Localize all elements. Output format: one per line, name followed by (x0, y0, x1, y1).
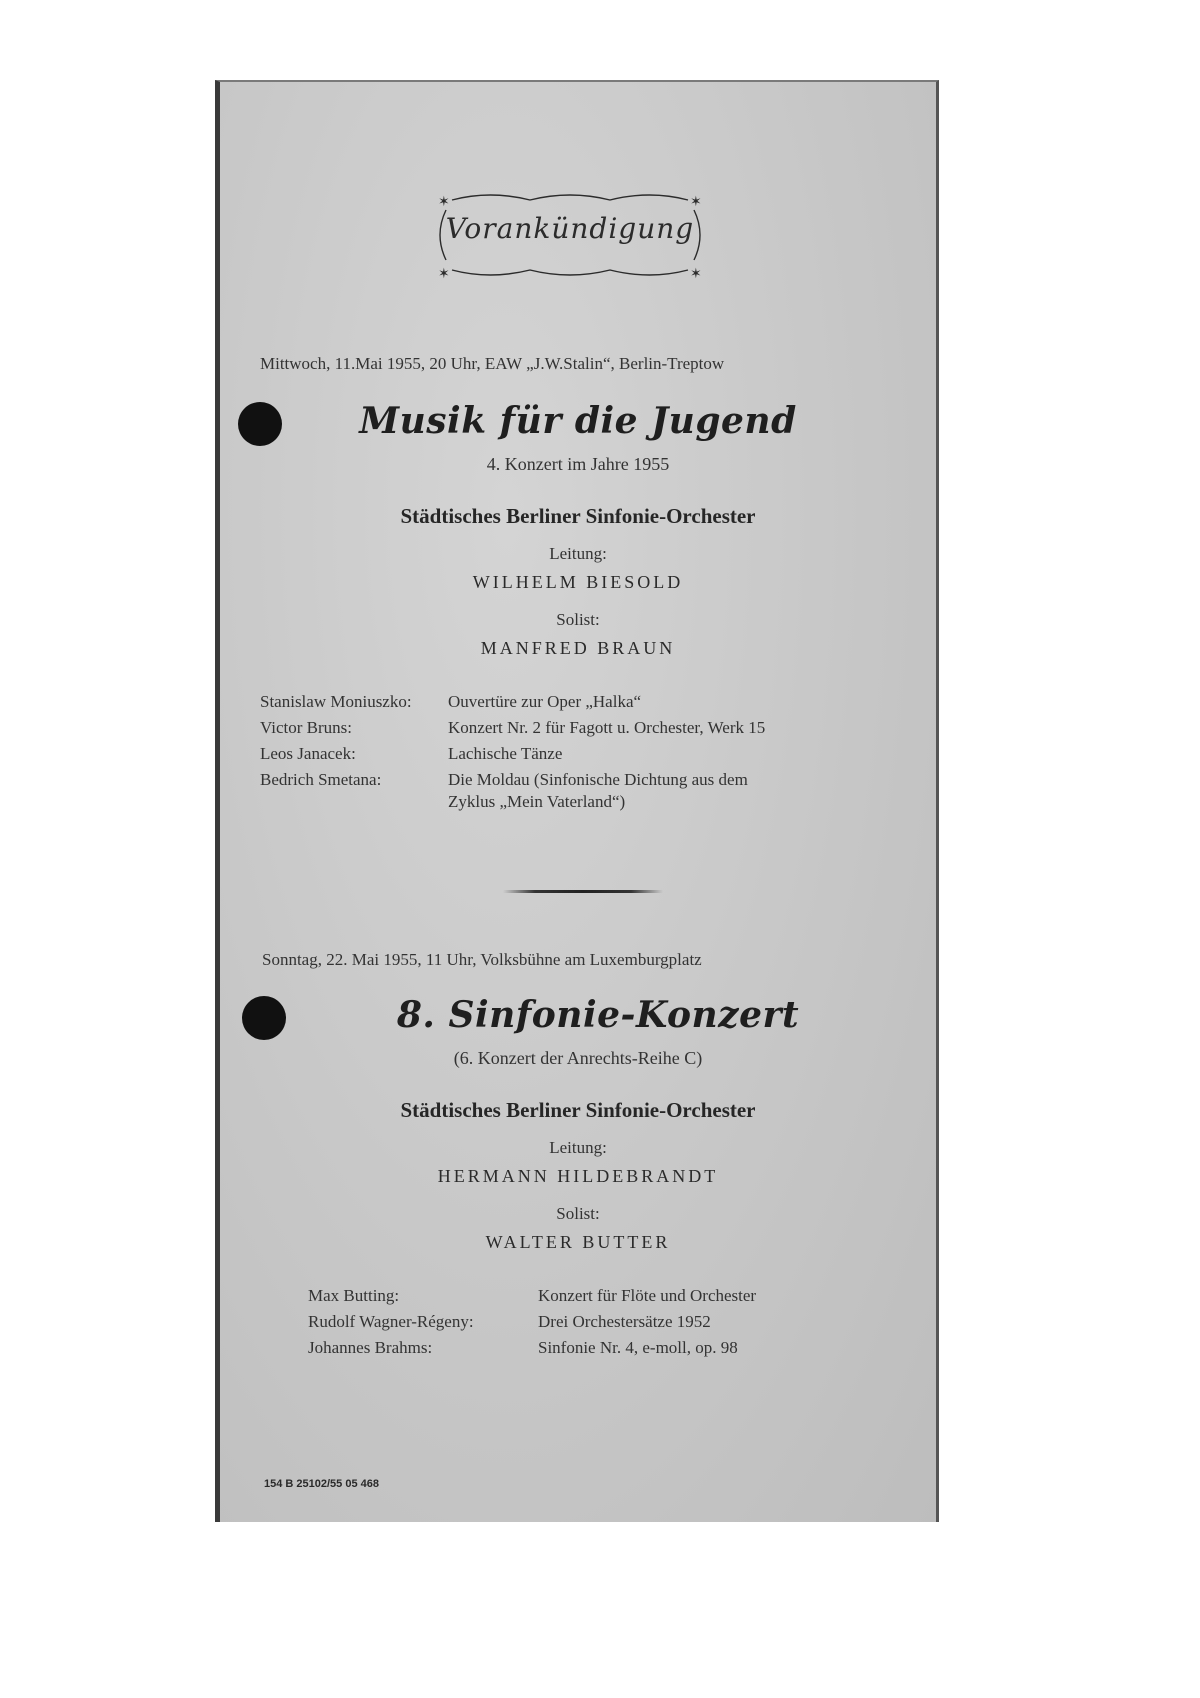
concert1-orchestra: Städtisches Berliner Sinfonie-Orchester (400, 504, 756, 528)
concert2-info: Sonntag, 22. Mai 1955, 11 Uhr, Volksbühne am Luxemburgplatz (262, 950, 702, 969)
svg-text:✶: ✶ (690, 194, 702, 210)
concert1-program (260, 692, 920, 814)
program-row (260, 744, 920, 770)
work: Drei Orchestersätze 1952 (538, 1312, 711, 1331)
concert2-program (308, 1286, 908, 1364)
section-divider (503, 890, 663, 893)
composer: Max Butting: (308, 1286, 400, 1305)
work: Sinfonie Nr. 4, e-moll, op. 98 (538, 1338, 738, 1357)
concert2-conductor-label: Leitung: (549, 1138, 607, 1157)
concert1-conductor: WILHELM BIESOLD (472, 572, 684, 592)
concert2-soloist: WALTER BUTTER (485, 1232, 671, 1252)
composer: Victor Bruns: (260, 718, 352, 737)
concert2-subtitle: (6. Konzert der Anrechts-Reihe C) (453, 1048, 703, 1068)
composer: Stanislaw Moniuszko: (260, 692, 412, 711)
svg-text:✶: ✶ (438, 266, 450, 280)
concert1-soloist: MANFRED BRAUN (480, 638, 676, 658)
concert2-soloist-label: Solist: (556, 1204, 600, 1223)
svg-text:✶: ✶ (438, 194, 450, 210)
announcement-frame (430, 190, 710, 280)
program-row-continuation (260, 792, 920, 814)
program-sheet (215, 80, 939, 1522)
work: Lachische Tänze (448, 744, 563, 763)
concert2-orchestra: Städtisches Berliner Sinfonie-Orchester (400, 1098, 756, 1122)
composer: Rudolf Wagner-Régeny: (308, 1312, 474, 1331)
work: Ouvertüre zur Oper „Halka“ (448, 692, 642, 711)
concert1-info: Mittwoch, 11.Mai 1955, 20 Uhr, EAW „J.W.Stalin“, Berlin-Treptow (260, 354, 725, 373)
program-row (308, 1286, 908, 1312)
concert2-title: 8. Sinfonie-Konzert (396, 994, 800, 1036)
work: Konzert Nr. 2 für Fagott u. Orchester, Werk 15 (448, 718, 766, 737)
work-continuation: Zyklus „Mein Vaterland“) (448, 792, 626, 811)
program-row (308, 1312, 908, 1338)
announcement-title: Vorankündigung (445, 212, 695, 245)
punch-hole (238, 402, 282, 446)
program-row (260, 718, 920, 744)
punch-hole (242, 996, 286, 1040)
svg-text:✶: ✶ (690, 266, 702, 280)
program-row (308, 1338, 908, 1364)
concert1-soloist-label: Solist: (556, 610, 600, 629)
composer: Bedrich Smetana: (260, 770, 382, 789)
program-row (260, 692, 920, 718)
print-code: 154 B 25102/55 05 468 (264, 1478, 379, 1490)
concert1-conductor-label: Leitung: (549, 544, 607, 563)
concert1-title: Musik für die Jugend (359, 400, 797, 442)
work: Die Moldau (Sinfonische Dichtung aus dem (448, 770, 748, 789)
concert2-conductor: HERMANN HILDEBRANDT (437, 1166, 719, 1186)
work: Konzert für Flöte und Orchester (538, 1286, 757, 1305)
composer: Leos Janacek: (260, 744, 356, 763)
concert1-subtitle: 4. Konzert im Jahre 1955 (486, 454, 670, 474)
composer: Johannes Brahms: (308, 1338, 433, 1357)
